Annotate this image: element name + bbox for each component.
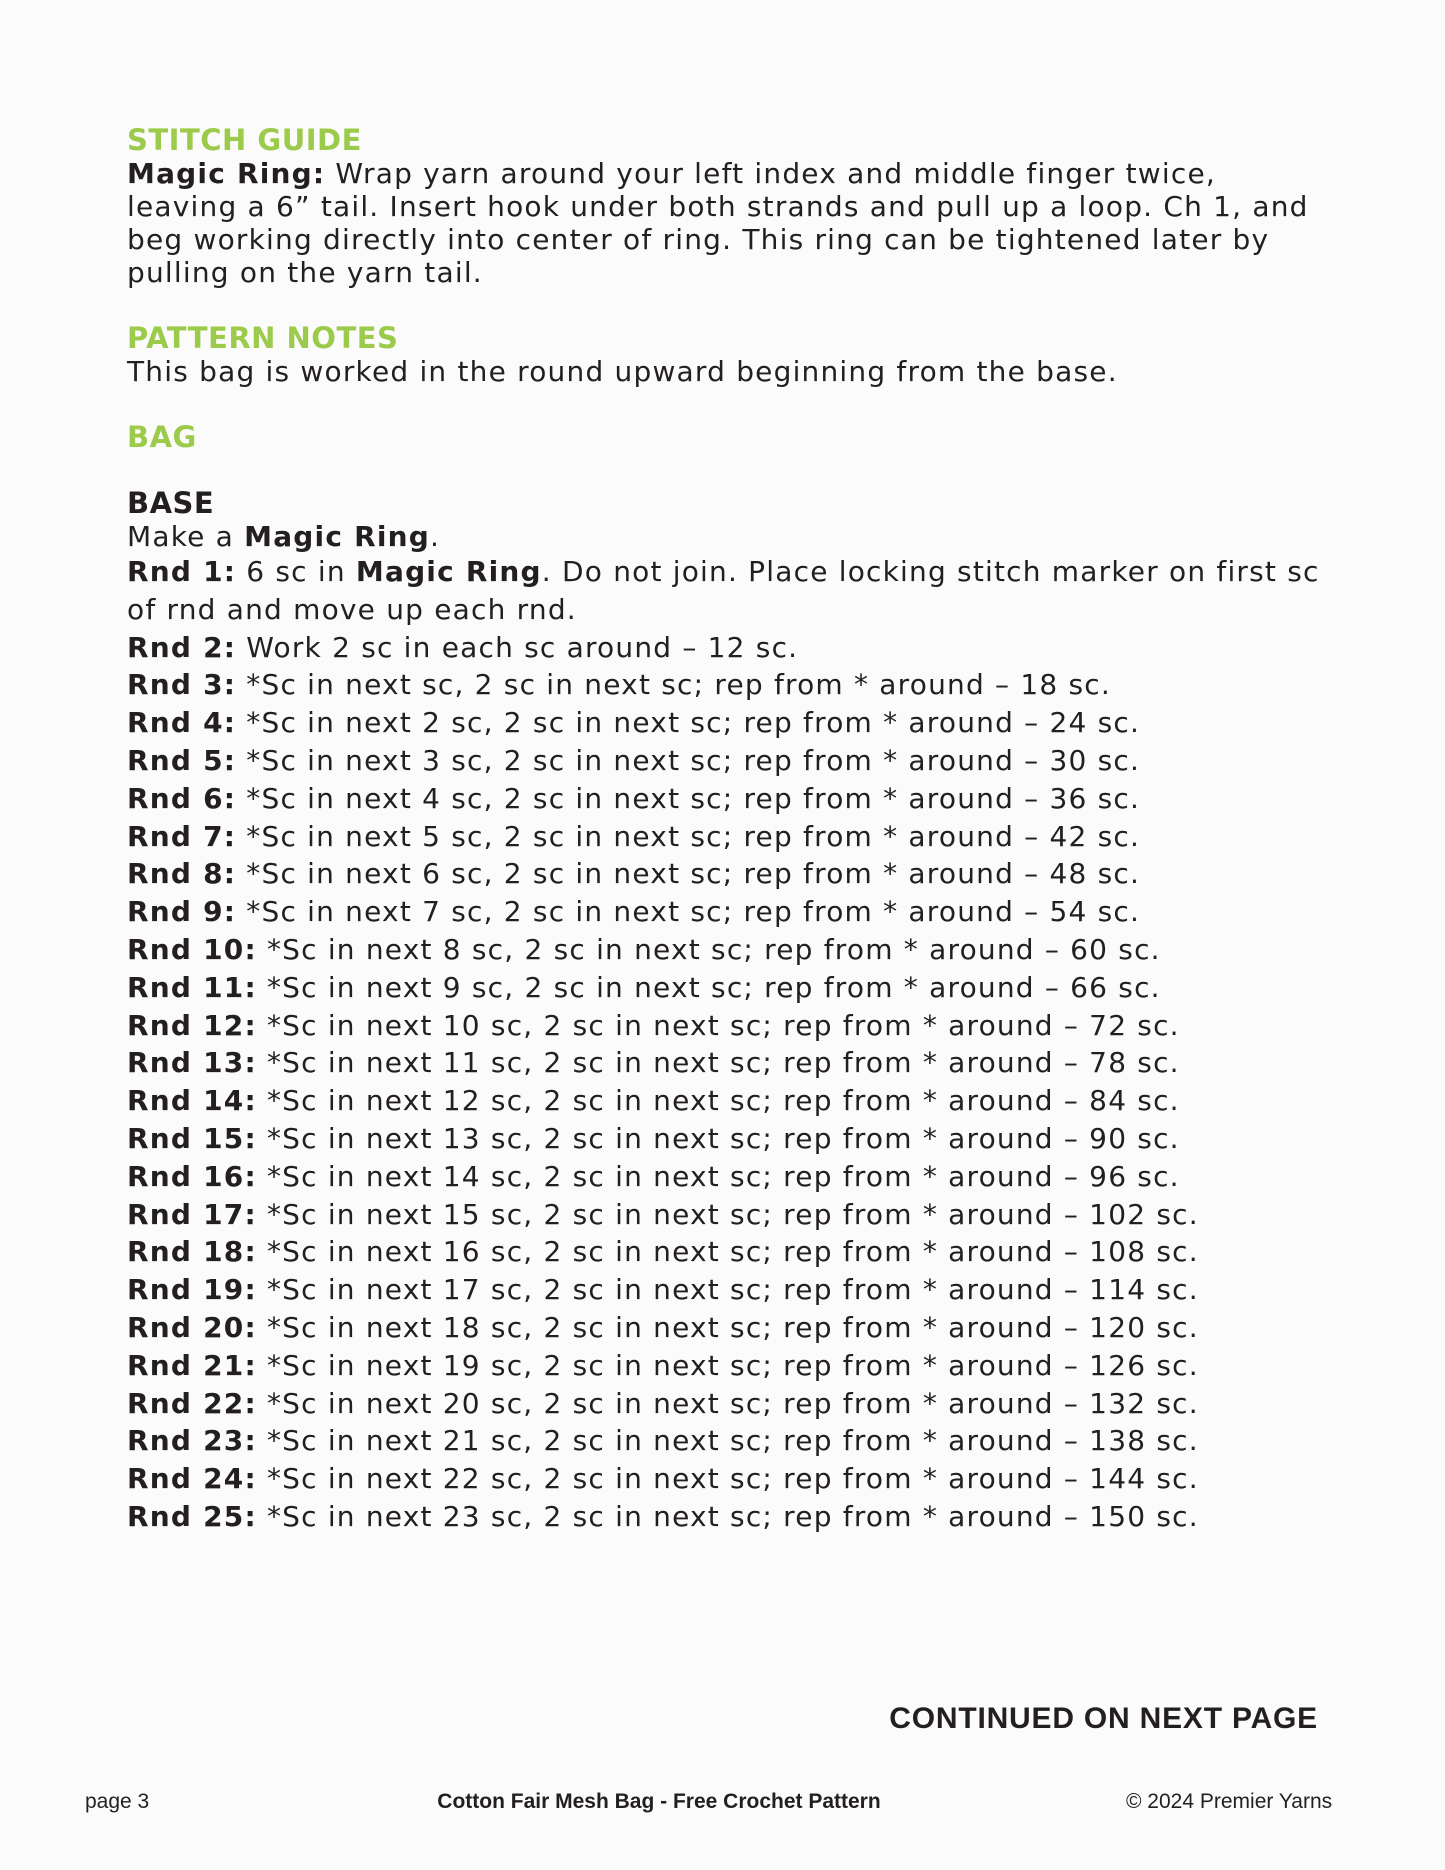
- round-2: [127, 629, 1327, 667]
- round-text: *Sc in next 11 sc, 2 sc in next sc; rep from * around – 78 sc.: [256, 1046, 1180, 1080]
- round-13: [127, 1044, 1327, 1082]
- round-10: [127, 931, 1327, 969]
- round-12: [127, 1007, 1327, 1045]
- round-label: Rnd 25:: [127, 1499, 257, 1533]
- spacer: [127, 289, 1327, 322]
- copyright: © 2024 Premier Yarns: [1126, 1790, 1333, 1813]
- round-5: [127, 742, 1327, 780]
- stitch-guide-heading: STITCH GUIDE: [127, 123, 362, 157]
- magic-ring-description: Wrap yarn around your left index and middle finger twice, leaving a 6” tail. Insert hook under both strands and pull up a loop. Ch 1, and beg working directly into center of ring. This ring can be tightened later by pulling on the yarn tail.: [127, 157, 1309, 289]
- round-text: *Sc in next 8 sc, 2 sc in next sc; rep from * around – 60 sc.: [256, 932, 1161, 966]
- round-20: [127, 1309, 1327, 1347]
- round-label: Rnd 11:: [127, 970, 257, 1004]
- base-intro: [127, 520, 1327, 553]
- round-3: [127, 666, 1327, 704]
- magic-ring-term: Magic Ring:: [127, 157, 326, 190]
- rounds-list: [127, 629, 1327, 1536]
- round-label: Rnd 5:: [127, 743, 237, 777]
- round-9: [127, 893, 1327, 931]
- round-label: Rnd 21:: [127, 1348, 257, 1382]
- round-label: Rnd 2:: [127, 630, 237, 664]
- round-label: Rnd 20:: [127, 1310, 257, 1344]
- round-11: [127, 969, 1327, 1007]
- round-text: *Sc in next 19 sc, 2 sc in next sc; rep from * around – 126 sc.: [256, 1348, 1199, 1382]
- continued-notice: CONTINUED ON NEXT PAGE: [889, 1702, 1318, 1735]
- round-text: *Sc in next 3 sc, 2 sc in next sc; rep from * around – 30 sc.: [236, 743, 1141, 777]
- round-label: Rnd 22:: [127, 1386, 257, 1420]
- round-label: Rnd 9:: [127, 895, 237, 929]
- page-content: [127, 124, 1327, 1536]
- round-text: . Do not join. Place locking stitch marker on first sc of rnd and move up each rnd.: [127, 555, 1320, 626]
- base-intro-text: Make a: [127, 520, 245, 553]
- round-6: [127, 780, 1327, 818]
- round-text: *Sc in next 14 sc, 2 sc in next sc; rep from * around – 96 sc.: [256, 1159, 1180, 1193]
- round-4: [127, 704, 1327, 742]
- round-label: Rnd 23:: [127, 1424, 257, 1458]
- stitch-guide-text: [127, 157, 1327, 289]
- round-text: 6 sc in: [236, 555, 356, 588]
- round-label: Rnd 19:: [127, 1273, 257, 1307]
- round-label: Rnd 12:: [127, 1008, 257, 1042]
- round-text: *Sc in next 12 sc, 2 sc in next sc; rep from * around – 84 sc.: [256, 1084, 1180, 1118]
- pattern-notes-text: This bag is worked in the round upward beginning from the base.: [127, 355, 1118, 388]
- round-text: *Sc in next 23 sc, 2 sc in next sc; rep from * around – 150 sc.: [256, 1499, 1199, 1533]
- round-label: Rnd 6:: [127, 781, 237, 815]
- spacer: [127, 388, 1327, 421]
- round-25: [127, 1498, 1327, 1536]
- round-label: Rnd 4:: [127, 706, 237, 740]
- round-17: [127, 1196, 1327, 1234]
- page-number: page 3: [85, 1790, 150, 1813]
- round-text: *Sc in next 15 sc, 2 sc in next sc; rep from * around – 102 sc.: [256, 1197, 1199, 1231]
- round-text: *Sc in next 5 sc, 2 sc in next sc; rep from * around – 42 sc.: [236, 819, 1141, 853]
- round-label: Rnd 16:: [127, 1159, 257, 1193]
- round-text: *Sc in next sc, 2 sc in next sc; rep from * around – 18 sc.: [236, 668, 1111, 702]
- base-heading: BASE: [127, 486, 215, 520]
- round-text: *Sc in next 13 sc, 2 sc in next sc; rep from * around – 90 sc.: [256, 1121, 1180, 1155]
- base-intro-end: .: [430, 520, 441, 553]
- round-1: [127, 553, 1327, 629]
- round-text: *Sc in next 10 sc, 2 sc in next sc; rep from * around – 72 sc.: [256, 1008, 1180, 1042]
- round-label: Rnd 13:: [127, 1046, 257, 1080]
- round-label: Rnd 8:: [127, 857, 237, 891]
- round-label: Rnd 7:: [127, 819, 237, 853]
- round-text: *Sc in next 4 sc, 2 sc in next sc; rep from * around – 36 sc.: [236, 781, 1141, 815]
- base-intro-bold: Magic Ring: [244, 520, 431, 553]
- round-text: *Sc in next 9 sc, 2 sc in next sc; rep from * around – 66 sc.: [256, 970, 1161, 1004]
- round-text: *Sc in next 16 sc, 2 sc in next sc; rep from * around – 108 sc.: [256, 1235, 1199, 1269]
- round-label: Rnd 10:: [127, 932, 257, 966]
- bag-heading: BAG: [127, 420, 197, 454]
- round-text: *Sc in next 18 sc, 2 sc in next sc; rep from * around – 120 sc.: [256, 1310, 1199, 1344]
- footer-title: Cotton Fair Mesh Bag - Free Crochet Pattern: [437, 1790, 881, 1813]
- round-14: [127, 1082, 1327, 1120]
- round-text: Work 2 sc in each sc around – 12 sc.: [236, 630, 799, 664]
- round-label: Rnd 24:: [127, 1462, 257, 1496]
- round-text: *Sc in next 21 sc, 2 sc in next sc; rep from * around – 138 sc.: [256, 1424, 1199, 1458]
- round-15: [127, 1120, 1327, 1158]
- round-label: Rnd 18:: [127, 1235, 257, 1269]
- round-text: *Sc in next 20 sc, 2 sc in next sc; rep from * around – 132 sc.: [256, 1386, 1199, 1420]
- round-bold-term: Magic Ring: [355, 555, 542, 588]
- round-23: [127, 1422, 1327, 1460]
- round-label: Rnd 15:: [127, 1121, 257, 1155]
- spacer: [127, 454, 1327, 487]
- round-label: Rnd 17:: [127, 1197, 257, 1231]
- round-label: Rnd 14:: [127, 1084, 257, 1118]
- round-16: [127, 1158, 1327, 1196]
- round-text: *Sc in next 7 sc, 2 sc in next sc; rep from * around – 54 sc.: [236, 895, 1141, 929]
- round-text: *Sc in next 6 sc, 2 sc in next sc; rep from * around – 48 sc.: [236, 857, 1141, 891]
- pattern-notes-heading: PATTERN NOTES: [127, 321, 399, 355]
- round-19: [127, 1271, 1327, 1309]
- round-21: [127, 1347, 1327, 1385]
- round-24: [127, 1460, 1327, 1498]
- round-7: [127, 818, 1327, 856]
- round-text: *Sc in next 22 sc, 2 sc in next sc; rep from * around – 144 sc.: [256, 1462, 1199, 1496]
- round-text: *Sc in next 17 sc, 2 sc in next sc; rep from * around – 114 sc.: [256, 1273, 1199, 1307]
- round-text: *Sc in next 2 sc, 2 sc in next sc; rep from * around – 24 sc.: [236, 706, 1141, 740]
- round-22: [127, 1385, 1327, 1423]
- round-8: [127, 855, 1327, 893]
- round-label: Rnd 1:: [127, 555, 237, 588]
- round-18: [127, 1233, 1327, 1271]
- round-label: Rnd 3:: [127, 668, 237, 702]
